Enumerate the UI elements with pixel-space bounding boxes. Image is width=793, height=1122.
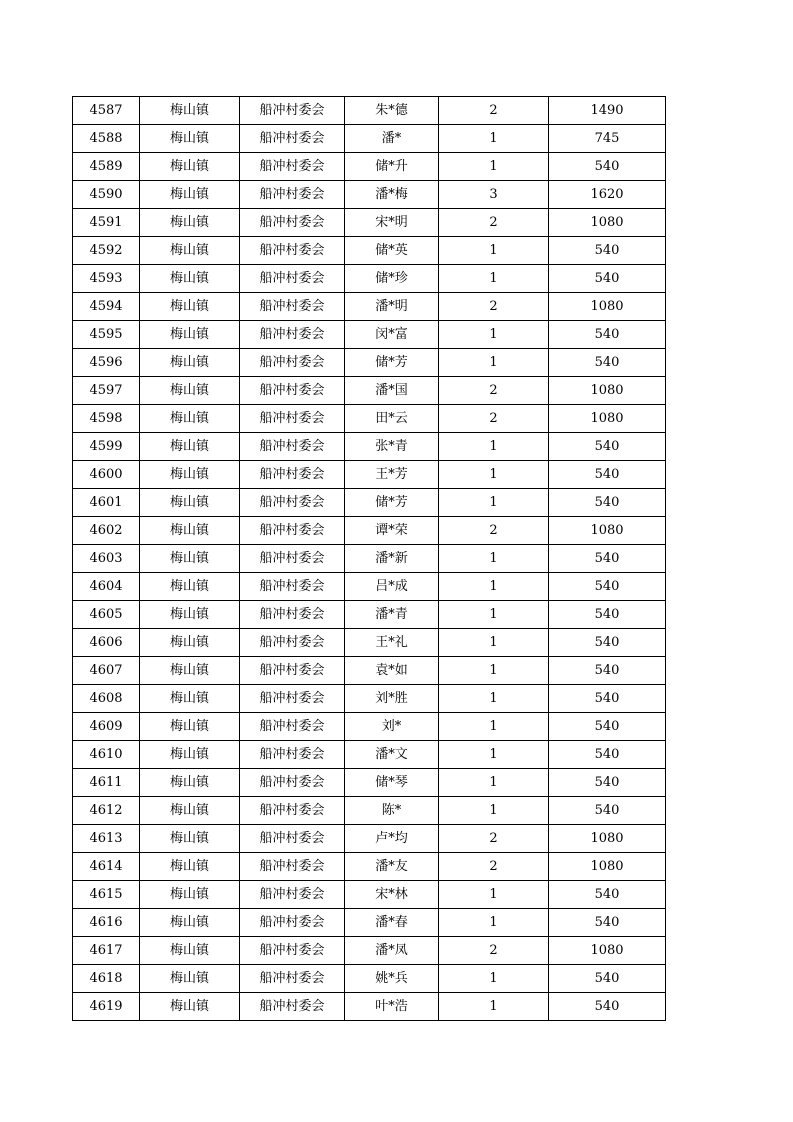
village-committee-cell: 船冲村委会 <box>240 461 345 489</box>
table-row <box>73 769 666 797</box>
town-cell: 梅山镇 <box>140 489 240 517</box>
amount-cell: 540 <box>549 769 666 797</box>
name-cell: 潘*明 <box>345 293 439 321</box>
table-row <box>73 909 666 937</box>
table-row <box>73 629 666 657</box>
row-number-cell: 4615 <box>73 881 140 909</box>
household-count-cell: 1 <box>439 125 549 153</box>
town-cell: 梅山镇 <box>140 405 240 433</box>
village-committee-cell: 船冲村委会 <box>240 545 345 573</box>
town-cell: 梅山镇 <box>140 265 240 293</box>
row-number-cell: 4603 <box>73 545 140 573</box>
row-number-cell: 4611 <box>73 769 140 797</box>
household-count-cell: 1 <box>439 713 549 741</box>
town-cell: 梅山镇 <box>140 461 240 489</box>
town-cell: 梅山镇 <box>140 293 240 321</box>
town-cell: 梅山镇 <box>140 153 240 181</box>
household-count-cell: 1 <box>439 993 549 1021</box>
row-number-cell: 4594 <box>73 293 140 321</box>
amount-cell: 745 <box>549 125 666 153</box>
table-row <box>73 321 666 349</box>
amount-cell: 540 <box>549 881 666 909</box>
town-cell: 梅山镇 <box>140 685 240 713</box>
name-cell: 宋*林 <box>345 881 439 909</box>
village-committee-cell: 船冲村委会 <box>240 97 345 125</box>
amount-cell: 540 <box>549 573 666 601</box>
row-number-cell: 4591 <box>73 209 140 237</box>
name-cell: 潘*凤 <box>345 937 439 965</box>
table-row <box>73 573 666 601</box>
town-cell: 梅山镇 <box>140 825 240 853</box>
household-count-cell: 1 <box>439 153 549 181</box>
amount-cell: 540 <box>549 601 666 629</box>
name-cell: 储*升 <box>345 153 439 181</box>
amount-cell: 540 <box>549 433 666 461</box>
town-cell: 梅山镇 <box>140 741 240 769</box>
household-count-cell: 2 <box>439 853 549 881</box>
village-committee-cell: 船冲村委会 <box>240 909 345 937</box>
household-count-cell: 1 <box>439 909 549 937</box>
household-count-cell: 1 <box>439 741 549 769</box>
row-number-cell: 4607 <box>73 657 140 685</box>
village-committee-cell: 船冲村委会 <box>240 181 345 209</box>
table-row <box>73 685 666 713</box>
amount-cell: 540 <box>549 741 666 769</box>
row-number-cell: 4619 <box>73 993 140 1021</box>
table-row <box>73 853 666 881</box>
town-cell: 梅山镇 <box>140 713 240 741</box>
name-cell: 储*珍 <box>345 265 439 293</box>
town-cell: 梅山镇 <box>140 909 240 937</box>
row-number-cell: 4590 <box>73 181 140 209</box>
row-number-cell: 4608 <box>73 685 140 713</box>
household-count-cell: 2 <box>439 937 549 965</box>
village-committee-cell: 船冲村委会 <box>240 125 345 153</box>
row-number-cell: 4613 <box>73 825 140 853</box>
village-committee-cell: 船冲村委会 <box>240 349 345 377</box>
name-cell: 姚*兵 <box>345 965 439 993</box>
household-count-cell: 1 <box>439 461 549 489</box>
village-committee-cell: 船冲村委会 <box>240 769 345 797</box>
household-count-cell: 2 <box>439 825 549 853</box>
town-cell: 梅山镇 <box>140 125 240 153</box>
household-count-cell: 1 <box>439 349 549 377</box>
town-cell: 梅山镇 <box>140 377 240 405</box>
table-row <box>73 377 666 405</box>
row-number-cell: 4596 <box>73 349 140 377</box>
village-committee-cell: 船冲村委会 <box>240 713 345 741</box>
amount-cell: 540 <box>549 685 666 713</box>
row-number-cell: 4612 <box>73 797 140 825</box>
row-number-cell: 4600 <box>73 461 140 489</box>
name-cell: 潘*友 <box>345 853 439 881</box>
row-number-cell: 4606 <box>73 629 140 657</box>
row-number-cell: 4614 <box>73 853 140 881</box>
table-row <box>73 797 666 825</box>
village-committee-cell: 船冲村委会 <box>240 573 345 601</box>
table-row <box>73 293 666 321</box>
household-count-cell: 2 <box>439 293 549 321</box>
row-number-cell: 4601 <box>73 489 140 517</box>
village-committee-cell: 船冲村委会 <box>240 685 345 713</box>
name-cell: 卢*均 <box>345 825 439 853</box>
amount-cell: 1080 <box>549 825 666 853</box>
town-cell: 梅山镇 <box>140 545 240 573</box>
town-cell: 梅山镇 <box>140 181 240 209</box>
table-row <box>73 601 666 629</box>
roster-table-body <box>73 97 666 1021</box>
village-committee-cell: 船冲村委会 <box>240 741 345 769</box>
amount-cell: 540 <box>549 489 666 517</box>
name-cell: 储*英 <box>345 237 439 265</box>
amount-cell: 540 <box>549 629 666 657</box>
name-cell: 陈* <box>345 797 439 825</box>
town-cell: 梅山镇 <box>140 629 240 657</box>
town-cell: 梅山镇 <box>140 797 240 825</box>
village-committee-cell: 船冲村委会 <box>240 937 345 965</box>
row-number-cell: 4592 <box>73 237 140 265</box>
name-cell: 潘* <box>345 125 439 153</box>
table-row <box>73 965 666 993</box>
name-cell: 朱*德 <box>345 97 439 125</box>
amount-cell: 540 <box>549 909 666 937</box>
household-count-cell: 1 <box>439 489 549 517</box>
village-committee-cell: 船冲村委会 <box>240 209 345 237</box>
amount-cell: 540 <box>549 265 666 293</box>
amount-cell: 1080 <box>549 937 666 965</box>
name-cell: 潘*新 <box>345 545 439 573</box>
row-number-cell: 4598 <box>73 405 140 433</box>
row-number-cell: 4589 <box>73 153 140 181</box>
village-committee-cell: 船冲村委会 <box>240 293 345 321</box>
household-count-cell: 2 <box>439 405 549 433</box>
amount-cell: 540 <box>549 153 666 181</box>
name-cell: 袁*如 <box>345 657 439 685</box>
table-row <box>73 489 666 517</box>
household-count-cell: 2 <box>439 517 549 545</box>
household-count-cell: 1 <box>439 797 549 825</box>
household-count-cell: 1 <box>439 685 549 713</box>
amount-cell: 1080 <box>549 853 666 881</box>
town-cell: 梅山镇 <box>140 881 240 909</box>
name-cell: 储*芳 <box>345 349 439 377</box>
table-row <box>73 881 666 909</box>
table-row <box>73 97 666 125</box>
table-row <box>73 181 666 209</box>
table-row <box>73 265 666 293</box>
name-cell: 闵*富 <box>345 321 439 349</box>
household-count-cell: 1 <box>439 321 549 349</box>
household-count-cell: 1 <box>439 265 549 293</box>
amount-cell: 540 <box>549 965 666 993</box>
town-cell: 梅山镇 <box>140 769 240 797</box>
household-count-cell: 1 <box>439 769 549 797</box>
household-count-cell: 1 <box>439 545 549 573</box>
name-cell: 潘*青 <box>345 601 439 629</box>
village-committee-cell: 船冲村委会 <box>240 657 345 685</box>
table-row <box>73 741 666 769</box>
table-row <box>73 545 666 573</box>
household-count-cell: 1 <box>439 433 549 461</box>
roster-table <box>72 96 666 1021</box>
town-cell: 梅山镇 <box>140 937 240 965</box>
name-cell: 宋*明 <box>345 209 439 237</box>
table-row <box>73 125 666 153</box>
row-number-cell: 4604 <box>73 573 140 601</box>
village-committee-cell: 船冲村委会 <box>240 377 345 405</box>
village-committee-cell: 船冲村委会 <box>240 601 345 629</box>
amount-cell: 1080 <box>549 405 666 433</box>
household-count-cell: 1 <box>439 965 549 993</box>
household-count-cell: 1 <box>439 237 549 265</box>
household-count-cell: 3 <box>439 181 549 209</box>
household-count-cell: 1 <box>439 629 549 657</box>
household-count-cell: 1 <box>439 881 549 909</box>
household-count-cell: 1 <box>439 657 549 685</box>
row-number-cell: 4617 <box>73 937 140 965</box>
name-cell: 储*琴 <box>345 769 439 797</box>
table-row <box>73 825 666 853</box>
table-row <box>73 713 666 741</box>
table-row <box>73 657 666 685</box>
amount-cell: 1620 <box>549 181 666 209</box>
village-committee-cell: 船冲村委会 <box>240 965 345 993</box>
name-cell: 谭*荣 <box>345 517 439 545</box>
village-committee-cell: 船冲村委会 <box>240 853 345 881</box>
amount-cell: 540 <box>549 545 666 573</box>
name-cell: 吕*成 <box>345 573 439 601</box>
table-row <box>73 209 666 237</box>
table-row <box>73 405 666 433</box>
village-committee-cell: 船冲村委会 <box>240 489 345 517</box>
table-row <box>73 153 666 181</box>
household-count-cell: 2 <box>439 377 549 405</box>
town-cell: 梅山镇 <box>140 573 240 601</box>
name-cell: 潘*春 <box>345 909 439 937</box>
row-number-cell: 4610 <box>73 741 140 769</box>
row-number-cell: 4616 <box>73 909 140 937</box>
town-cell: 梅山镇 <box>140 853 240 881</box>
town-cell: 梅山镇 <box>140 601 240 629</box>
town-cell: 梅山镇 <box>140 209 240 237</box>
town-cell: 梅山镇 <box>140 237 240 265</box>
amount-cell: 1080 <box>549 209 666 237</box>
name-cell: 潘*国 <box>345 377 439 405</box>
village-committee-cell: 船冲村委会 <box>240 321 345 349</box>
household-count-cell: 2 <box>439 209 549 237</box>
table-row <box>73 993 666 1021</box>
household-count-cell: 2 <box>439 97 549 125</box>
name-cell: 王*芳 <box>345 461 439 489</box>
village-committee-cell: 船冲村委会 <box>240 881 345 909</box>
row-number-cell: 4593 <box>73 265 140 293</box>
row-number-cell: 4597 <box>73 377 140 405</box>
town-cell: 梅山镇 <box>140 321 240 349</box>
name-cell: 储*芳 <box>345 489 439 517</box>
village-committee-cell: 船冲村委会 <box>240 629 345 657</box>
amount-cell: 540 <box>549 797 666 825</box>
table-row <box>73 237 666 265</box>
village-committee-cell: 船冲村委会 <box>240 265 345 293</box>
table-row <box>73 461 666 489</box>
town-cell: 梅山镇 <box>140 97 240 125</box>
name-cell: 潘*文 <box>345 741 439 769</box>
row-number-cell: 4602 <box>73 517 140 545</box>
amount-cell: 540 <box>549 993 666 1021</box>
row-number-cell: 4618 <box>73 965 140 993</box>
row-number-cell: 4588 <box>73 125 140 153</box>
name-cell: 张*青 <box>345 433 439 461</box>
name-cell: 刘*胜 <box>345 685 439 713</box>
village-committee-cell: 船冲村委会 <box>240 237 345 265</box>
town-cell: 梅山镇 <box>140 433 240 461</box>
table-row <box>73 433 666 461</box>
name-cell: 叶*浩 <box>345 993 439 1021</box>
amount-cell: 540 <box>549 713 666 741</box>
village-committee-cell: 船冲村委会 <box>240 433 345 461</box>
amount-cell: 1490 <box>549 97 666 125</box>
amount-cell: 1080 <box>549 377 666 405</box>
village-committee-cell: 船冲村委会 <box>240 405 345 433</box>
table-row <box>73 517 666 545</box>
amount-cell: 540 <box>549 321 666 349</box>
village-committee-cell: 船冲村委会 <box>240 517 345 545</box>
name-cell: 潘*梅 <box>345 181 439 209</box>
town-cell: 梅山镇 <box>140 657 240 685</box>
row-number-cell: 4605 <box>73 601 140 629</box>
name-cell: 田*云 <box>345 405 439 433</box>
amount-cell: 1080 <box>549 517 666 545</box>
name-cell: 王*礼 <box>345 629 439 657</box>
town-cell: 梅山镇 <box>140 349 240 377</box>
household-count-cell: 1 <box>439 601 549 629</box>
amount-cell: 540 <box>549 237 666 265</box>
household-count-cell: 1 <box>439 573 549 601</box>
town-cell: 梅山镇 <box>140 517 240 545</box>
row-number-cell: 4587 <box>73 97 140 125</box>
row-number-cell: 4599 <box>73 433 140 461</box>
amount-cell: 1080 <box>549 293 666 321</box>
row-number-cell: 4609 <box>73 713 140 741</box>
amount-cell: 540 <box>549 657 666 685</box>
amount-cell: 540 <box>549 349 666 377</box>
row-number-cell: 4595 <box>73 321 140 349</box>
village-committee-cell: 船冲村委会 <box>240 797 345 825</box>
village-committee-cell: 船冲村委会 <box>240 153 345 181</box>
table-row <box>73 349 666 377</box>
village-committee-cell: 船冲村委会 <box>240 993 345 1021</box>
name-cell: 刘* <box>345 713 439 741</box>
table-row <box>73 937 666 965</box>
town-cell: 梅山镇 <box>140 965 240 993</box>
town-cell: 梅山镇 <box>140 993 240 1021</box>
village-committee-cell: 船冲村委会 <box>240 825 345 853</box>
amount-cell: 540 <box>549 461 666 489</box>
